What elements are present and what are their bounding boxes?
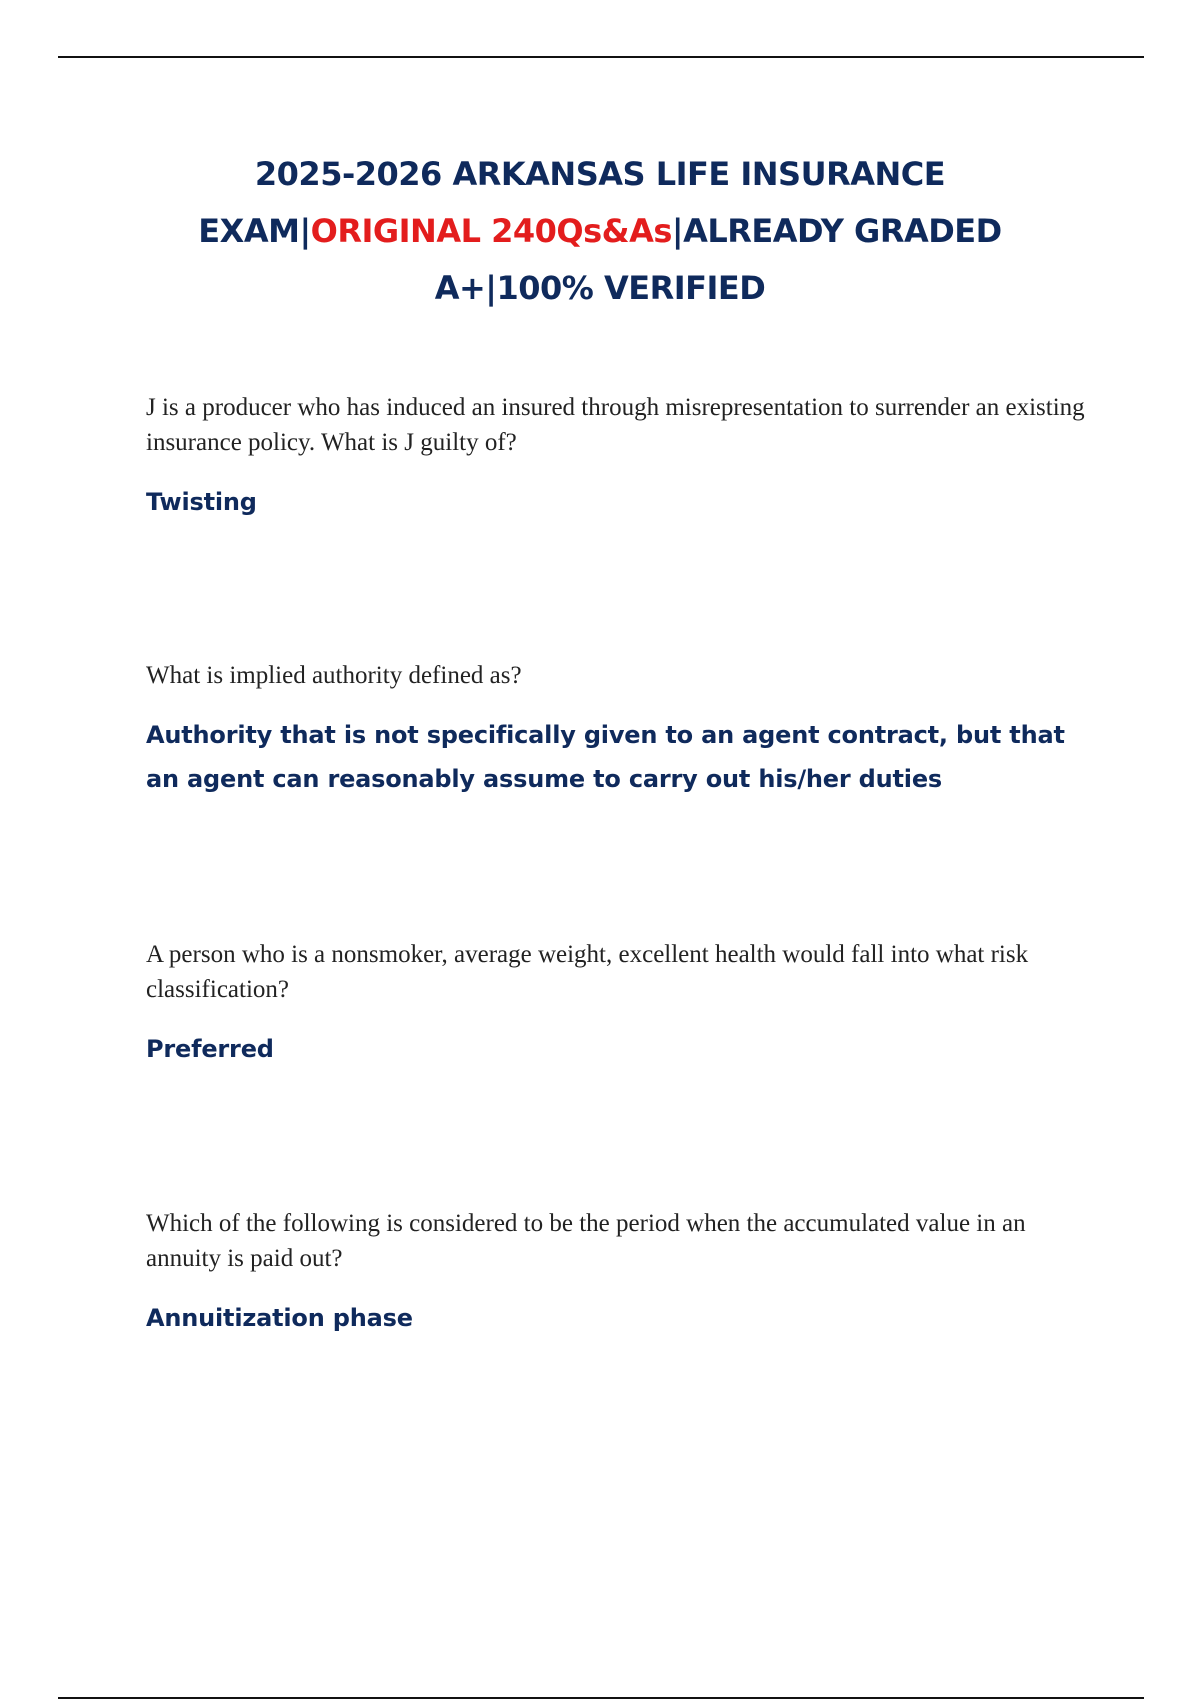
top-divider: [58, 56, 1144, 58]
question-text: A person who is a nonsmoker, average weight, excellent health would fall into what risk classification?: [146, 941, 1029, 1003]
question-text: J is a producer who has induced an insured through misrepresentation to surrender an existing insurance policy. What is J guilty of?: [146, 394, 1085, 456]
qa-item: [146, 937, 1096, 1071]
question-text: What is implied authority defined as?: [146, 662, 522, 689]
title-line-3: A+|100% VERIFIED: [434, 269, 766, 307]
title-line-1: 2025-2026 ARKANSAS LIFE INSURANCE: [254, 155, 946, 193]
title-graded: |ALREADY GRADED: [671, 212, 1002, 250]
question-text: Which of the following is considered to be the period when the accumulated value in an annuity is paid out?: [146, 1210, 1026, 1272]
answer-text: Annuitization phase: [146, 1304, 413, 1332]
qa-item: [146, 390, 1096, 524]
answer-text: Twisting: [146, 488, 257, 516]
bottom-divider: [58, 1697, 1144, 1699]
answer-text: Preferred: [146, 1035, 274, 1063]
title-highlight: ORIGINAL 240Qs&As: [310, 212, 672, 250]
document-title: [100, 146, 1100, 317]
qa-item: [146, 1206, 1096, 1340]
title-exam: EXAM|: [198, 212, 311, 250]
qa-item: [146, 658, 1096, 801]
answer-text: Authority that is not specifically given to an agent contract, but that an agent can reasonably assume to carry out his/her duties: [146, 721, 1065, 793]
